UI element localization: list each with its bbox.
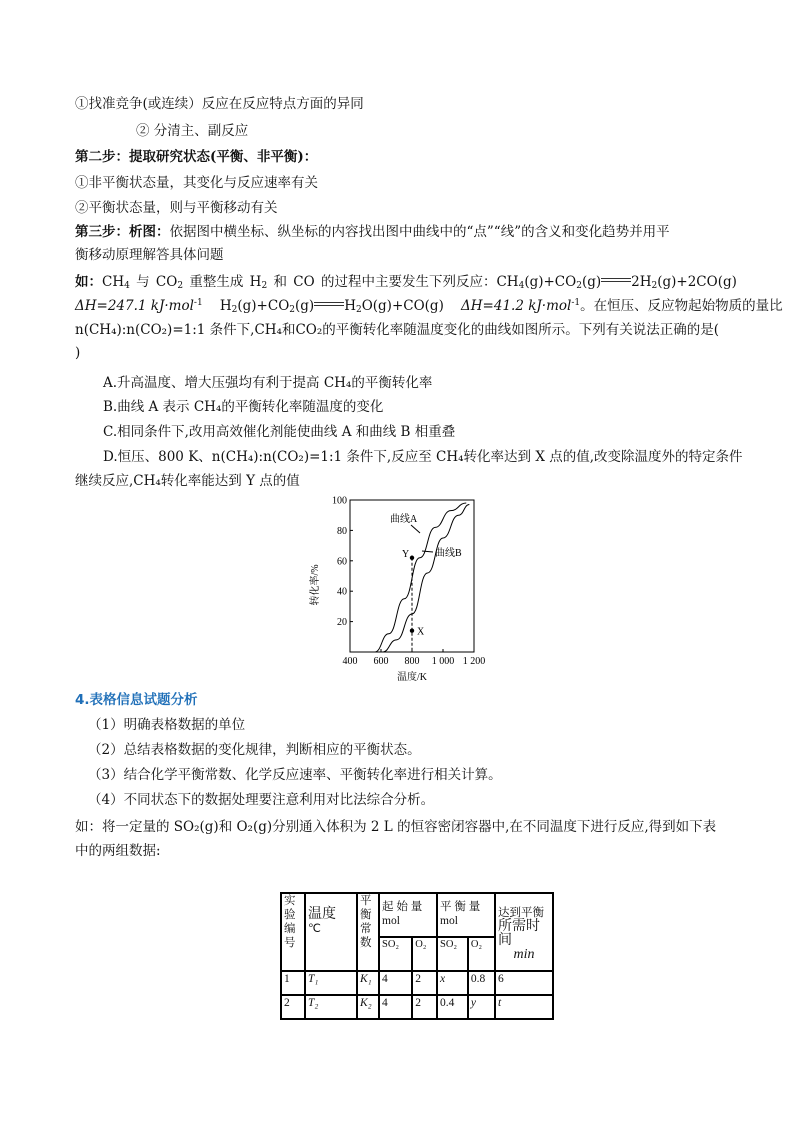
text-line: ①找准竞争(或连续）反应在反应特点方面的异同 bbox=[75, 96, 364, 112]
step2-heading: 第二步：提取研究状态(平衡、非平衡)： bbox=[75, 149, 318, 165]
point-4: （4）不同状态下的数据处理要注意利用对比法综合分析。 bbox=[88, 792, 435, 808]
header-eq bbox=[437, 893, 495, 937]
cell: x bbox=[437, 971, 468, 995]
cell: y bbox=[468, 995, 495, 1019]
sub-o2: O₂ bbox=[468, 937, 495, 971]
header-time bbox=[495, 893, 553, 971]
x-tick-label: 600 bbox=[373, 656, 389, 667]
h: ℃ bbox=[308, 923, 321, 935]
text: 重整生成 H bbox=[189, 274, 262, 290]
step3-heading: 第三步：析图： bbox=[75, 224, 170, 240]
text: (g) bbox=[295, 298, 315, 314]
option-c: C.相同条件下,改用高效催化剂能使曲线 A 和曲线 B 相重叠 bbox=[103, 424, 456, 440]
h: mol bbox=[440, 915, 458, 927]
y-tick-label: 20 bbox=[337, 617, 347, 629]
text: CH bbox=[102, 274, 125, 290]
h: 验 bbox=[284, 909, 296, 921]
example-line-1: 如：$CH_4$ 与 $CO_2$ 重整生成 $H_2$ 和 CO 的过程中主要发生下列反应：$CH_4(g)+CO_2(g)$ $2H_2(g)+2CO(g)$ bbox=[75, 274, 737, 291]
y-tick-label: 40 bbox=[337, 586, 347, 598]
cell: 6 bbox=[495, 971, 553, 995]
h: 编 bbox=[284, 923, 296, 935]
option-a: A.升高温度、增大压强均有利于提高 CH₄的平衡转化率 bbox=[103, 375, 433, 391]
equal-sign bbox=[314, 302, 344, 306]
h: 温度 bbox=[308, 907, 336, 922]
x-axis-label: 温度/K bbox=[397, 672, 427, 683]
h: 号 bbox=[284, 937, 296, 949]
point-x-label: X bbox=[417, 626, 425, 638]
text: H bbox=[344, 298, 356, 314]
curve-b-label: 曲线B bbox=[435, 548, 462, 559]
cell: t bbox=[495, 995, 553, 1019]
x-tick-label: 400 bbox=[342, 656, 358, 667]
cell: 2 bbox=[412, 995, 437, 1019]
step3-paragraph bbox=[75, 223, 670, 241]
point-y bbox=[410, 556, 414, 560]
table-row bbox=[281, 971, 553, 995]
h: 衡 bbox=[360, 909, 372, 921]
text: (g) bbox=[581, 274, 602, 290]
cell: T₂ bbox=[305, 995, 357, 1019]
header-id bbox=[281, 893, 305, 971]
x-tick-label: 1 200 bbox=[462, 656, 486, 667]
text: (g)+CO bbox=[237, 298, 290, 314]
cell: 2 bbox=[281, 995, 305, 1019]
table-intro: 中的两组数据: bbox=[75, 843, 161, 859]
text: (g)+CO bbox=[524, 274, 577, 290]
curve-b-pointer bbox=[422, 551, 433, 552]
text-line: 继续反应,CH₄转化率能达到 Y 点的值 bbox=[75, 473, 300, 489]
h: 数 bbox=[360, 937, 372, 949]
text: 和 CO 的过程中主要发生下列反应：CH bbox=[273, 274, 519, 290]
equilibrium-sign bbox=[601, 278, 631, 282]
x-tick-label: 1 000 bbox=[431, 656, 455, 667]
text-line: n(CH₄):n(CO₂)=1:1 条件下,CH₄和CO₂的平衡转化率随温度变化的曲线如图所示。下列有关说法正确的是( bbox=[75, 322, 720, 338]
cell: 2 bbox=[412, 971, 437, 995]
y-axis-label: 转化率/% bbox=[310, 564, 321, 606]
y-tick-label: 100 bbox=[332, 495, 347, 507]
text-line: 衡移动原理解答具体问题 bbox=[75, 247, 224, 263]
header-k bbox=[357, 893, 379, 971]
curve-a-pointer bbox=[411, 525, 420, 533]
h: mol bbox=[382, 915, 400, 927]
data-table bbox=[280, 892, 554, 1020]
text: O(g)+CO(g) bbox=[361, 298, 444, 314]
table-row bbox=[281, 995, 553, 1019]
point-2: （2）总结表格数据的变化规律，判断相应的平衡状态。 bbox=[88, 742, 421, 758]
option-d: D.恒压、800 K、n(CH₄):n(CO₂)=1:1 条件下,反应至 CH₄转化率达到 X 点的值,改变除温度外的特定条件 bbox=[103, 449, 743, 465]
sub-so2: SO₂ bbox=[379, 937, 412, 971]
text: 与 CO bbox=[136, 274, 178, 290]
delta-h-2: ΔH=41.2 kJ·mol bbox=[461, 298, 572, 314]
text: 。在恒压、反应物起始物质的量比 bbox=[580, 298, 783, 314]
h: 达到平衡 bbox=[498, 907, 544, 919]
point-1: （1）明确表格数据的单位 bbox=[88, 717, 246, 733]
cell: 4 bbox=[379, 971, 412, 995]
point-x bbox=[410, 629, 414, 633]
delta-h-1: ΔH=247.1 kJ·mol bbox=[75, 298, 194, 314]
cell: T₁ bbox=[305, 971, 357, 995]
text: (g)+2CO(g) bbox=[657, 274, 737, 290]
table-intro: 如：将一定量的 SO₂(g)和 O₂(g)分别通入体积为 2 L 的恒容密闭容器中,在不同温度下进行反应,得到如下表 bbox=[75, 819, 717, 835]
cell: K₂ bbox=[357, 995, 379, 1019]
cell: 0.4 bbox=[437, 995, 468, 1019]
y-tick-label: 80 bbox=[337, 525, 347, 537]
header-start bbox=[379, 893, 437, 937]
h: min bbox=[513, 947, 535, 962]
example-label: 如： bbox=[75, 274, 102, 290]
section-4-heading: 4.表格信息试题分析 bbox=[75, 692, 198, 708]
text-line: ①非平衡状态量，其变化与反应速率有关 bbox=[75, 175, 318, 191]
example-line-2: ΔH=247.1 kJ·mol$^{-1}$ $H_2(g)+CO_2(g)$ $H_2O(g)+CO(g)$ ΔH=41.2 kJ·mol$^{-1}$。在恒压、反应物起始物质的量比 bbox=[75, 298, 783, 315]
cell: 0.8 bbox=[468, 971, 495, 995]
header-temp bbox=[305, 893, 357, 971]
point-y-label: Y bbox=[402, 548, 410, 560]
h: 平 bbox=[360, 895, 372, 907]
curve-b bbox=[383, 505, 470, 652]
text: H bbox=[219, 298, 232, 314]
sub-so2: SO₂ bbox=[437, 937, 468, 971]
cell: 1 bbox=[281, 971, 305, 995]
h: 实 bbox=[284, 895, 296, 907]
y-tick-label: 60 bbox=[337, 556, 347, 568]
option-b: B.曲线 A 表示 CH₄的平衡转化率随温度的变化 bbox=[103, 399, 384, 415]
curve-a-label: 曲线A bbox=[390, 514, 418, 525]
h: 常 bbox=[360, 923, 372, 935]
h: 起 始 量 bbox=[382, 901, 423, 913]
point-3: （3）结合化学平衡常数、化学反应速率、平衡转化率进行相关计算。 bbox=[88, 767, 502, 783]
step3-text: 依据图中横坐标、纵坐标的内容找出图中曲线中的“点”“线”的含义和变化趋势并用平 bbox=[169, 224, 670, 240]
conversion-chart bbox=[308, 495, 488, 685]
text-line: ② 分清主、副反应 bbox=[136, 123, 249, 139]
cell: 4 bbox=[379, 995, 412, 1019]
text-line: ②平衡状态量，则与平衡移动有关 bbox=[75, 200, 278, 216]
sub-o2: O₂ bbox=[412, 937, 437, 971]
cell: K₁ bbox=[357, 971, 379, 995]
text: 2H bbox=[631, 274, 652, 290]
text-line: ) bbox=[75, 345, 81, 361]
x-tick-label: 800 bbox=[404, 656, 420, 667]
h: 所需时间 bbox=[498, 919, 540, 948]
h: 平 衡 量 bbox=[440, 901, 481, 913]
